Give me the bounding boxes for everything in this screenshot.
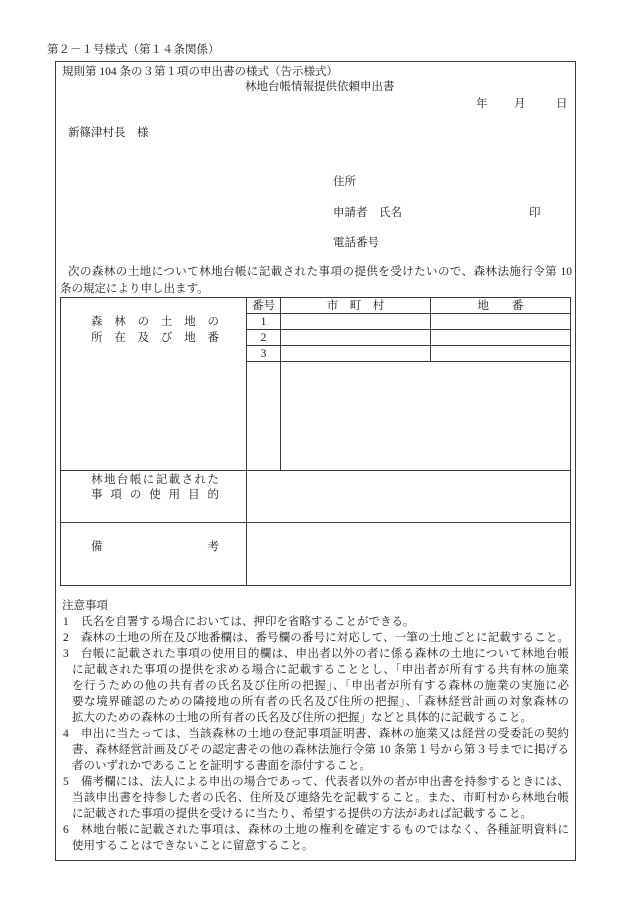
location-label-line: 所 在 及 び 地 番 bbox=[91, 332, 219, 344]
note-item bbox=[62, 774, 569, 822]
purpose-field bbox=[247, 471, 571, 523]
address-label: 住所 bbox=[333, 176, 356, 188]
remarks-field bbox=[247, 523, 571, 586]
note-number: 6 bbox=[63, 824, 69, 836]
note-line: 林地台帳に記載された事項は、森林の土地の権利を確定するものではなく、各種証明資料に bbox=[81, 824, 569, 836]
purpose-label-cell bbox=[61, 471, 247, 523]
note-line: 備考欄には、法人による申出の場合であって、代表者以外の者が申出書を持参するときには、 bbox=[81, 776, 569, 788]
row-number: 1 bbox=[247, 314, 281, 330]
lot-number-cell bbox=[431, 330, 571, 346]
municipality-cell bbox=[281, 346, 431, 362]
location-label-cell bbox=[61, 298, 247, 471]
note-line: に記載された事項の提供を受けるに当たり、希望する提供の方法があれば記載すること。 bbox=[72, 808, 532, 820]
request-line: 次の森林の土地について林地台帳に記載された事項の提供を受けたいので、森林法施行令第 10 bbox=[68, 266, 572, 278]
applicant-role-label: 申請者 bbox=[333, 207, 368, 219]
lot-number-cell bbox=[431, 346, 571, 362]
purpose-label-line: 事 項 の 使 用 目 的 bbox=[91, 489, 219, 501]
note-line: 拡大のための森林の土地の所有者の氏名及び住所の把握」などと具体的に記載すること。 bbox=[72, 712, 532, 724]
note-line: 森林の土地の所在及び地番欄は、番号欄の番号に対応して、一筆の土地ごとに記載すること。 bbox=[81, 632, 569, 644]
location-label-line: 森 林 の 土 地 の bbox=[91, 316, 219, 328]
location-blank-area bbox=[281, 362, 571, 471]
note-line: を行うための他の共有者の氏名及び住所の把握」、「申出者が所有する森林の施業の実施に必 bbox=[72, 680, 569, 692]
note-number: 4 bbox=[63, 728, 69, 740]
name-label: 氏名 bbox=[379, 207, 402, 219]
note-line: 台帳に記載された事項の使用目的欄は、申出者以外の者に係る森林の土地について林地台帳 bbox=[81, 648, 569, 660]
row-number: 2 bbox=[247, 330, 281, 346]
note-line: 氏名を自署する場合においては、押印を省略することができる。 bbox=[81, 616, 415, 628]
note-line: 使用することはできないことに留意すること。 bbox=[72, 840, 314, 852]
note-item bbox=[62, 646, 569, 726]
purpose-label-line: 林地台帳に記載された bbox=[91, 474, 219, 486]
note-line: に記載された事項の提供を求める場合に記載することとし、「申出者が所有する共有林の施業 bbox=[72, 664, 569, 676]
notes-list bbox=[62, 614, 569, 854]
note-number: 5 bbox=[63, 776, 69, 788]
year-label: 年 bbox=[476, 98, 488, 110]
note-item bbox=[62, 630, 569, 646]
lot-number-cell bbox=[431, 314, 571, 330]
note-number: 2 bbox=[63, 632, 69, 644]
column-header-municipality: 市 町 村 bbox=[281, 298, 431, 314]
municipality-cell bbox=[281, 314, 431, 330]
row-number: 3 bbox=[247, 346, 281, 362]
form-title: 林地台帳情報提供依頼申出書 bbox=[245, 81, 395, 93]
note-item bbox=[62, 822, 569, 854]
remarks-label: 備 考 bbox=[91, 541, 219, 553]
rule-reference: 規則第 104 条の３第１項の申出書の様式（告示様式） bbox=[62, 66, 338, 78]
note-item bbox=[62, 614, 569, 630]
note-line: 者のいずれかであることを証明する書面を添付すること。 bbox=[72, 760, 371, 772]
note-line: 当該申出書を持参した者の氏名、住所及び連絡先を記載すること。また、市町村から林地台帳 bbox=[72, 792, 569, 804]
column-header-number: 番号 bbox=[247, 298, 281, 314]
seal-label: 印 bbox=[529, 207, 541, 219]
note-line: 申出に当たっては、当該森林の土地の登記事項証明書、森林の施業又は経営の受委託の契約 bbox=[81, 728, 569, 740]
note-number: 3 bbox=[63, 648, 69, 660]
notes-heading: 注意事項 bbox=[62, 600, 108, 612]
request-line: 条の規定により申し出ます。 bbox=[60, 283, 209, 295]
municipality-cell bbox=[281, 330, 431, 346]
note-line: 書、森林経営計画及びその認定書その他の森林法施行令第 10 条第１号から第３号までに掲げる bbox=[72, 744, 569, 756]
day-label: 日 bbox=[556, 98, 568, 110]
form-number: 第２－１号様式（第１４条関係） bbox=[47, 44, 220, 56]
month-label: 月 bbox=[514, 98, 526, 110]
note-number: 1 bbox=[63, 616, 69, 628]
addressee: 新篠津村長 様 bbox=[68, 127, 149, 139]
remarks-label-cell bbox=[61, 523, 247, 586]
land-table bbox=[60, 297, 571, 586]
phone-label: 電話番号 bbox=[333, 237, 379, 249]
number-cell-blank bbox=[247, 362, 281, 471]
column-header-lot-number: 地 番 bbox=[431, 298, 571, 314]
note-item bbox=[62, 726, 569, 774]
note-line: 要な境界確認のための隣接地の所有者の氏名及び住所の把握」、「森林経営計画の対象森林の bbox=[72, 696, 569, 708]
